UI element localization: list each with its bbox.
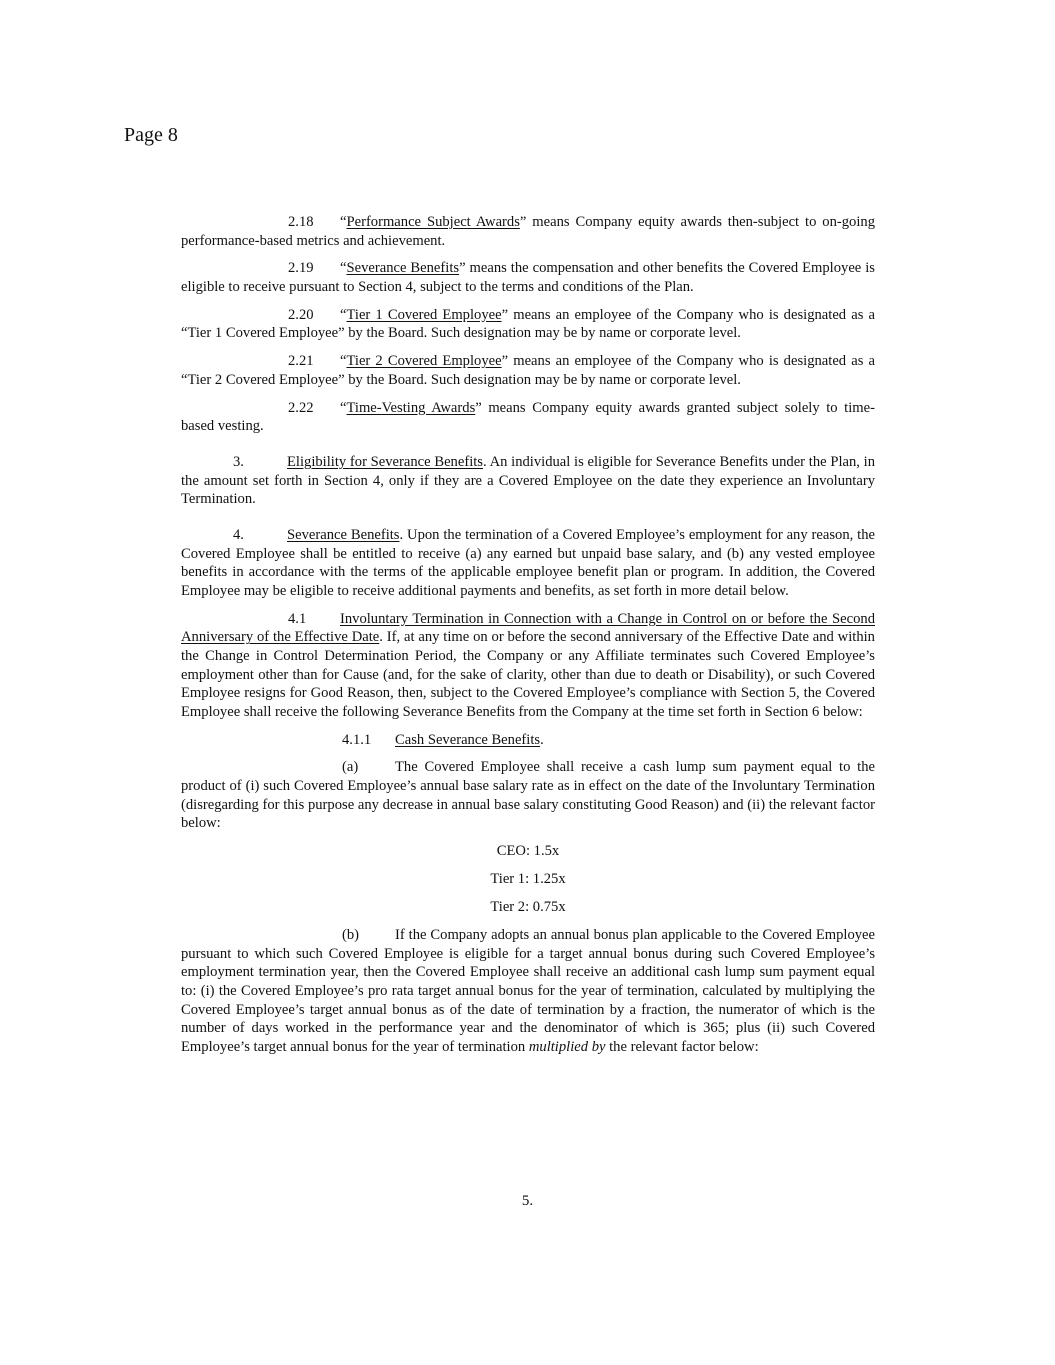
defined-term: Time-Vesting Awards [346, 399, 476, 416]
section-title: Severance Benefits [287, 527, 400, 544]
section-3: 3. Eligibility for Severance Benefits. An individual is eligible for Severance Benefits under the Plan, in the amount set forth in Section 4, only if they are a Covered Employee on the date they experience an Involuntary Termination. [181, 454, 875, 508]
defined-term: Performance Subject Awards [346, 214, 520, 230]
factor-ceo: CEO: 1.5x [496, 843, 560, 860]
factor-list [181, 842, 875, 917]
paragraph-a: (a) The Covered Employee shall receive a cash lump sum payment equal to the product of (i) such Covered Employee’s annual base salary rate as in effect on the date of the Involuntary Termination (disregarding for this purpose any decrease in annual base salary constituting Good Reason) and (ii) the relevant factor below: [181, 759, 875, 832]
definition-2-21: 2.21 “Tier 2 Covered Employee” means an employee of the Company who is designated as a “Tier 2 Covered Employee” by the Board. Such designation may be by name or corporate level. [181, 353, 875, 388]
defined-term: Tier 1 Covered Employee [346, 306, 502, 323]
section-title: Involuntary Termination in Connection with a Change in Control on or before the Second Anniversary of the Effective Date [181, 610, 875, 646]
paragraph-b: (b) If the Company adopts an annual bonus plan applicable to the Covered Employee pursuant to which such Covered Employee is eligible for a target annual bonus during such Covered Employee’s employment termination year, then the Covered Employee shall receive an additional cash lump sum payment equal to: (i) the Covered Employee’s pro rata target annual bonus for the year of termination, calculated by multiplying the Covered Employee’s target annual bonus as of the date of termination by a fraction, the numerator of which is the number of days worked in the performance year and the denominator of which is 365; plus (ii) such Covered Employee’s target annual bonus for the year of termination multiplied by the relevant factor below: [181, 927, 875, 1055]
section-title: Cash Severance Benefits [395, 731, 541, 748]
section-4-1: 4.1 Involuntary Termination in Connection with a Change in Control on or before the Second Anniversary of the Effective Date. If, at any time on or before the second anniversary of the Effective Date and within the Change in Control Determination Period, the Company or any Affiliate terminates such Covered Employee’s employment other than for Cause (and, for the sake of clarity, other than due to death or Disability), or such Covered Employee resigns for Good Reason, then, subject to the Covered Employee’s compliance with Section 5, the Covered Employee shall receive the following Severance Benefits from the Company at the time set forth in Section 6 below: [181, 610, 875, 720]
definition-2-20: 2.20 “Tier 1 Covered Employee” means an employee of the Company who is designated as a “Tier 1 Covered Employee” by the Board. Such designation may be by name or corporate level. [181, 306, 875, 342]
definition-2-19: 2.19 “Severance Benefits” means the compensation and other benefits the Covered Employee is eligible to receive pursuant to Section 4, subject to the terms and conditions of the Plan. [181, 260, 875, 295]
factor-tier-2: Tier 2: 0.75x [490, 899, 566, 916]
section-title: Eligibility for Severance Benefits [287, 454, 483, 471]
definition-2-18: 2.18 “Performance Subject Awards” means Company equity awards then-subject to on-going performance-based metrics and achievement. [181, 214, 875, 249]
factor-tier-1: Tier 1: 1.25x [490, 871, 566, 888]
section-4: 4. Severance Benefits. Upon the termination of a Covered Employee’s employment for any reason, the Covered Employee shall be entitled to receive (a) any earned but unpaid base salary, and (b) any vested employee benefits in accordance with the terms of the applicable employee benefit plan or program. In addition, the Covered Employee may be eligible to receive additional payments and benefits, as set forth in more detail below. [181, 527, 876, 600]
section-4-1-1: 4.1.1 Cash Severance Benefits. [342, 731, 544, 748]
page-number: 5. [521, 1193, 534, 1209]
document-body [181, 213, 875, 1056]
definition-2-22: 2.22 “Time-Vesting Awards” means Company equity awards granted subject solely to time-based vesting. [181, 399, 875, 435]
defined-term: Tier 2 Covered Employee [346, 353, 502, 370]
page-label: Page 8 [124, 124, 178, 146]
defined-term: Severance Benefits [346, 260, 460, 277]
